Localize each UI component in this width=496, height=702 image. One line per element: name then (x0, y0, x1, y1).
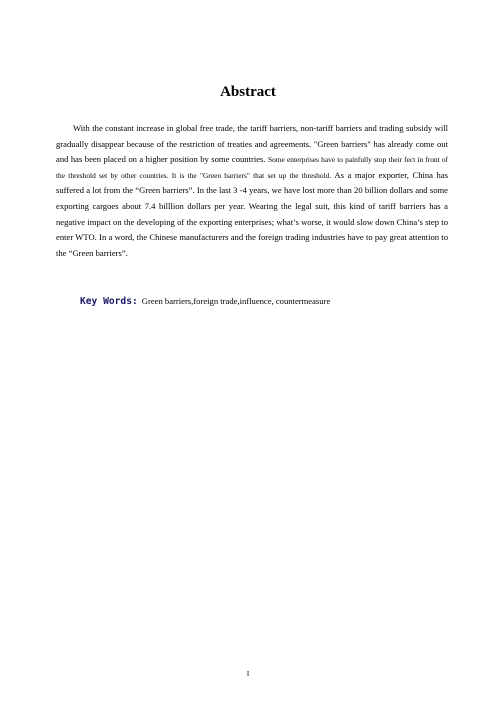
abstract-body (56, 121, 448, 261)
abstract-text-part-1: With the constant increase in global free trade, the tariff barriers, non-tariff barriers and trading subsidy will gradually disappear because of the restriction of treaties and agreements. "Green barriers" has already come out and has been placed on a higher position by some countries. (56, 123, 448, 165)
abstract-paragraph (56, 121, 448, 261)
abstract-title: Abstract (220, 84, 276, 100)
keywords-value: Green barriers,foreign trade,influence, countermeasure (141, 296, 331, 306)
keywords-line (80, 294, 330, 309)
abstract-text-part-2: Some enterprises have to painfully stop their fect in front of the threshold set by other countries. It is the "Green barriers" that set up the threshold. (56, 155, 448, 180)
abstract-text-part-3: As a major exporter, China has suffered a lot from the “Green barriers”. In the last 3 -4 years, we have lost more than 20 billion dollars and some exporting cargoes about 7.4 billlion dollars per year. Wearing the legal suit, this kind of tariff barriers has a negative impact on the developing of the exporting enterprises; what’s worse, it would slow down China’s step to enter WTO. In a word, the Chinese manufacturers and the foreign trading industries have to pay great attention to the “Green barriers”. (56, 169, 448, 258)
page-number: I (246, 670, 250, 678)
keywords-label: Key Words: (80, 296, 138, 307)
